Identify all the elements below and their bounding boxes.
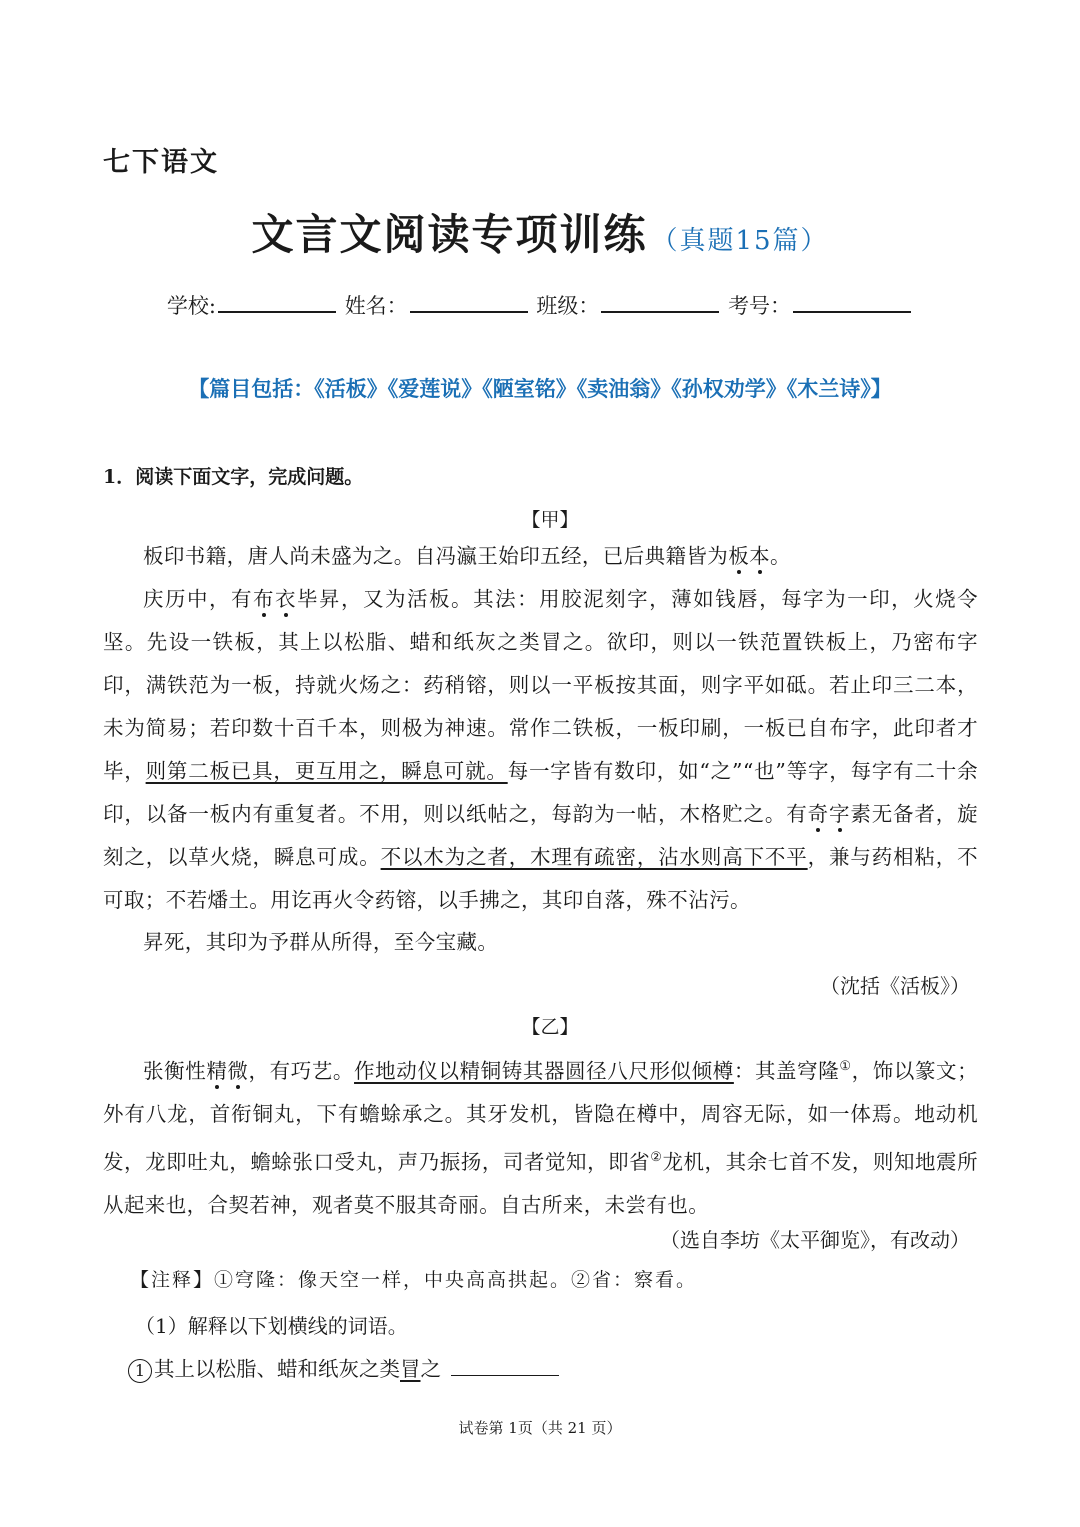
page-title: 文言文阅读专项训练 <box>251 210 648 259</box>
dotted-char: 字 <box>828 802 851 826</box>
underlined-word: 冒 <box>400 1357 421 1381</box>
dotted-char: 微 <box>227 1058 249 1083</box>
jia-source: （沈括《活板》） <box>820 974 970 998</box>
text-span: 板印书籍，唐人尚未盛为之。自冯瀛王始印五经，已后典籍皆为 <box>143 544 729 568</box>
dotted-char: 板 <box>728 544 750 568</box>
title-row <box>0 202 1080 262</box>
class-blank[interactable] <box>601 310 719 313</box>
text-span: 其上以松脂、蜡和纸灰之类 <box>154 1357 400 1381</box>
dotted-char: 布 <box>253 587 276 611</box>
underlined-sentence-2: 不以木为之者，木理有疏密，沾水则高下不平 <box>380 845 808 869</box>
text-span: 毕昇，又为活板。其法：用胶泥刻字，薄如钱唇，每字为一印，火烧令坚。先设一铁板，其上以松脂、蜡和纸灰之类冒之。欲印，则以一铁范置铁板上，乃密布字印，满铁范为一板，持就火炀之：药稍镕，则以一平板按其面，则字平如砥。若止印三二本，未为简易；若印数十百千本，则极为神速。常作二铁板，一板印刷，一板已自布字，此印者才毕， <box>103 587 979 783</box>
dotted-word <box>206 1059 248 1083</box>
text-span: 。 <box>770 544 791 568</box>
contents-list: 【篇目包括：《活板》《爱莲说》《陋室铭》《卖油翁》《孙权劝学》《木兰诗》】 <box>188 376 892 401</box>
footnote-marker-1: ① <box>839 1059 852 1074</box>
dotted-char: 奇 <box>807 802 829 826</box>
footnote-marker-2: ② <box>650 1149 663 1165</box>
text-span: 之 <box>420 1357 441 1381</box>
exam-no-label: 考号： <box>728 294 792 318</box>
jia-paragraph-3: 昇死，其印为予群从所得，至今宝藏。 <box>143 930 499 954</box>
text-span: ，饰以篆文；外有八龙，首衔铜丸，下有蟾蜍承之。其牙发机，皆隐在樽中，周容无际，如一体焉。地动机发，龙即吐丸，蟾蜍张口受丸，声乃振扬，司者觉知，即省 <box>103 1058 979 1174</box>
text-span: 每一字皆有数印，如“之”“也”等字，每字有二十余印，以备一板内有重复者。不用，则以纸帖之，每韵为一帖，木格贮之。有 <box>103 759 978 826</box>
text-span: 张衡性 <box>143 1058 207 1083</box>
underlined-sentence-1: 则第二板已具，更互用之，瞬息可就。 <box>145 759 508 783</box>
jia-paragraph-1 <box>103 535 978 578</box>
school-blank[interactable] <box>218 310 336 313</box>
section-jia-label: 【甲】 <box>521 509 579 531</box>
page-footer: 试卷第 1页（共 21 页） <box>458 1419 622 1437</box>
underlined-sentence-3: 作地动仪以精铜铸其器圆径八尺形似倾樽 <box>354 1058 734 1083</box>
dotted-char: 精 <box>206 1058 228 1083</box>
text-span: ：其盖穹隆 <box>733 1058 840 1083</box>
student-info-row <box>0 290 1080 320</box>
annotation-notes: 【注释】①穹隆：像天空一样，中央高高拱起。②省：察看。 <box>130 1269 698 1291</box>
name-blank[interactable] <box>410 310 528 313</box>
answer-blank[interactable] <box>451 1374 559 1376</box>
grade-heading: 七下语文 <box>103 147 219 178</box>
text-span: 素无备者，旋刻之，以草火烧，瞬息可成。 <box>103 802 979 869</box>
yi-source: （选自李坊《太平御览》，有改动） <box>660 1228 970 1252</box>
text-span: 龙机，其余七首不发，则知地震所从起来也，合契若神，观者莫不服其奇丽。自古所来，未尝有也。 <box>103 1149 978 1217</box>
sub-question-1: （1）解释以下划横线的词语。 <box>135 1314 408 1338</box>
question-heading: 1．阅读下面文字，完成问题。 <box>103 466 364 488</box>
text-span: ，有巧艺。 <box>248 1058 355 1083</box>
exam-no-blank[interactable] <box>793 310 911 313</box>
school-label: 学校: <box>166 294 216 318</box>
jia-paragraph-2 <box>103 578 978 922</box>
dotted-word <box>728 544 770 568</box>
page-subtitle: （真题15篇） <box>651 226 829 256</box>
item-number-circle: 1 <box>128 1359 152 1383</box>
yi-paragraph-1 <box>103 1045 978 1227</box>
dotted-char: 本 <box>749 544 771 568</box>
sub-question-item-1 <box>128 1352 559 1383</box>
class-label: 班级： <box>536 294 600 318</box>
name-label: 姓名： <box>344 294 408 318</box>
dotted-char: 衣 <box>275 587 298 611</box>
text-span: ，兼与药相粘，不可取；不若燔土。用讫再火令药镕，以手拂之，其印自落，殊不沾污。 <box>103 845 979 912</box>
section-yi-label: 【乙】 <box>521 1016 579 1038</box>
dotted-word <box>253 587 297 611</box>
text-span: 庆历中，有 <box>143 587 254 611</box>
dotted-word <box>808 802 851 826</box>
